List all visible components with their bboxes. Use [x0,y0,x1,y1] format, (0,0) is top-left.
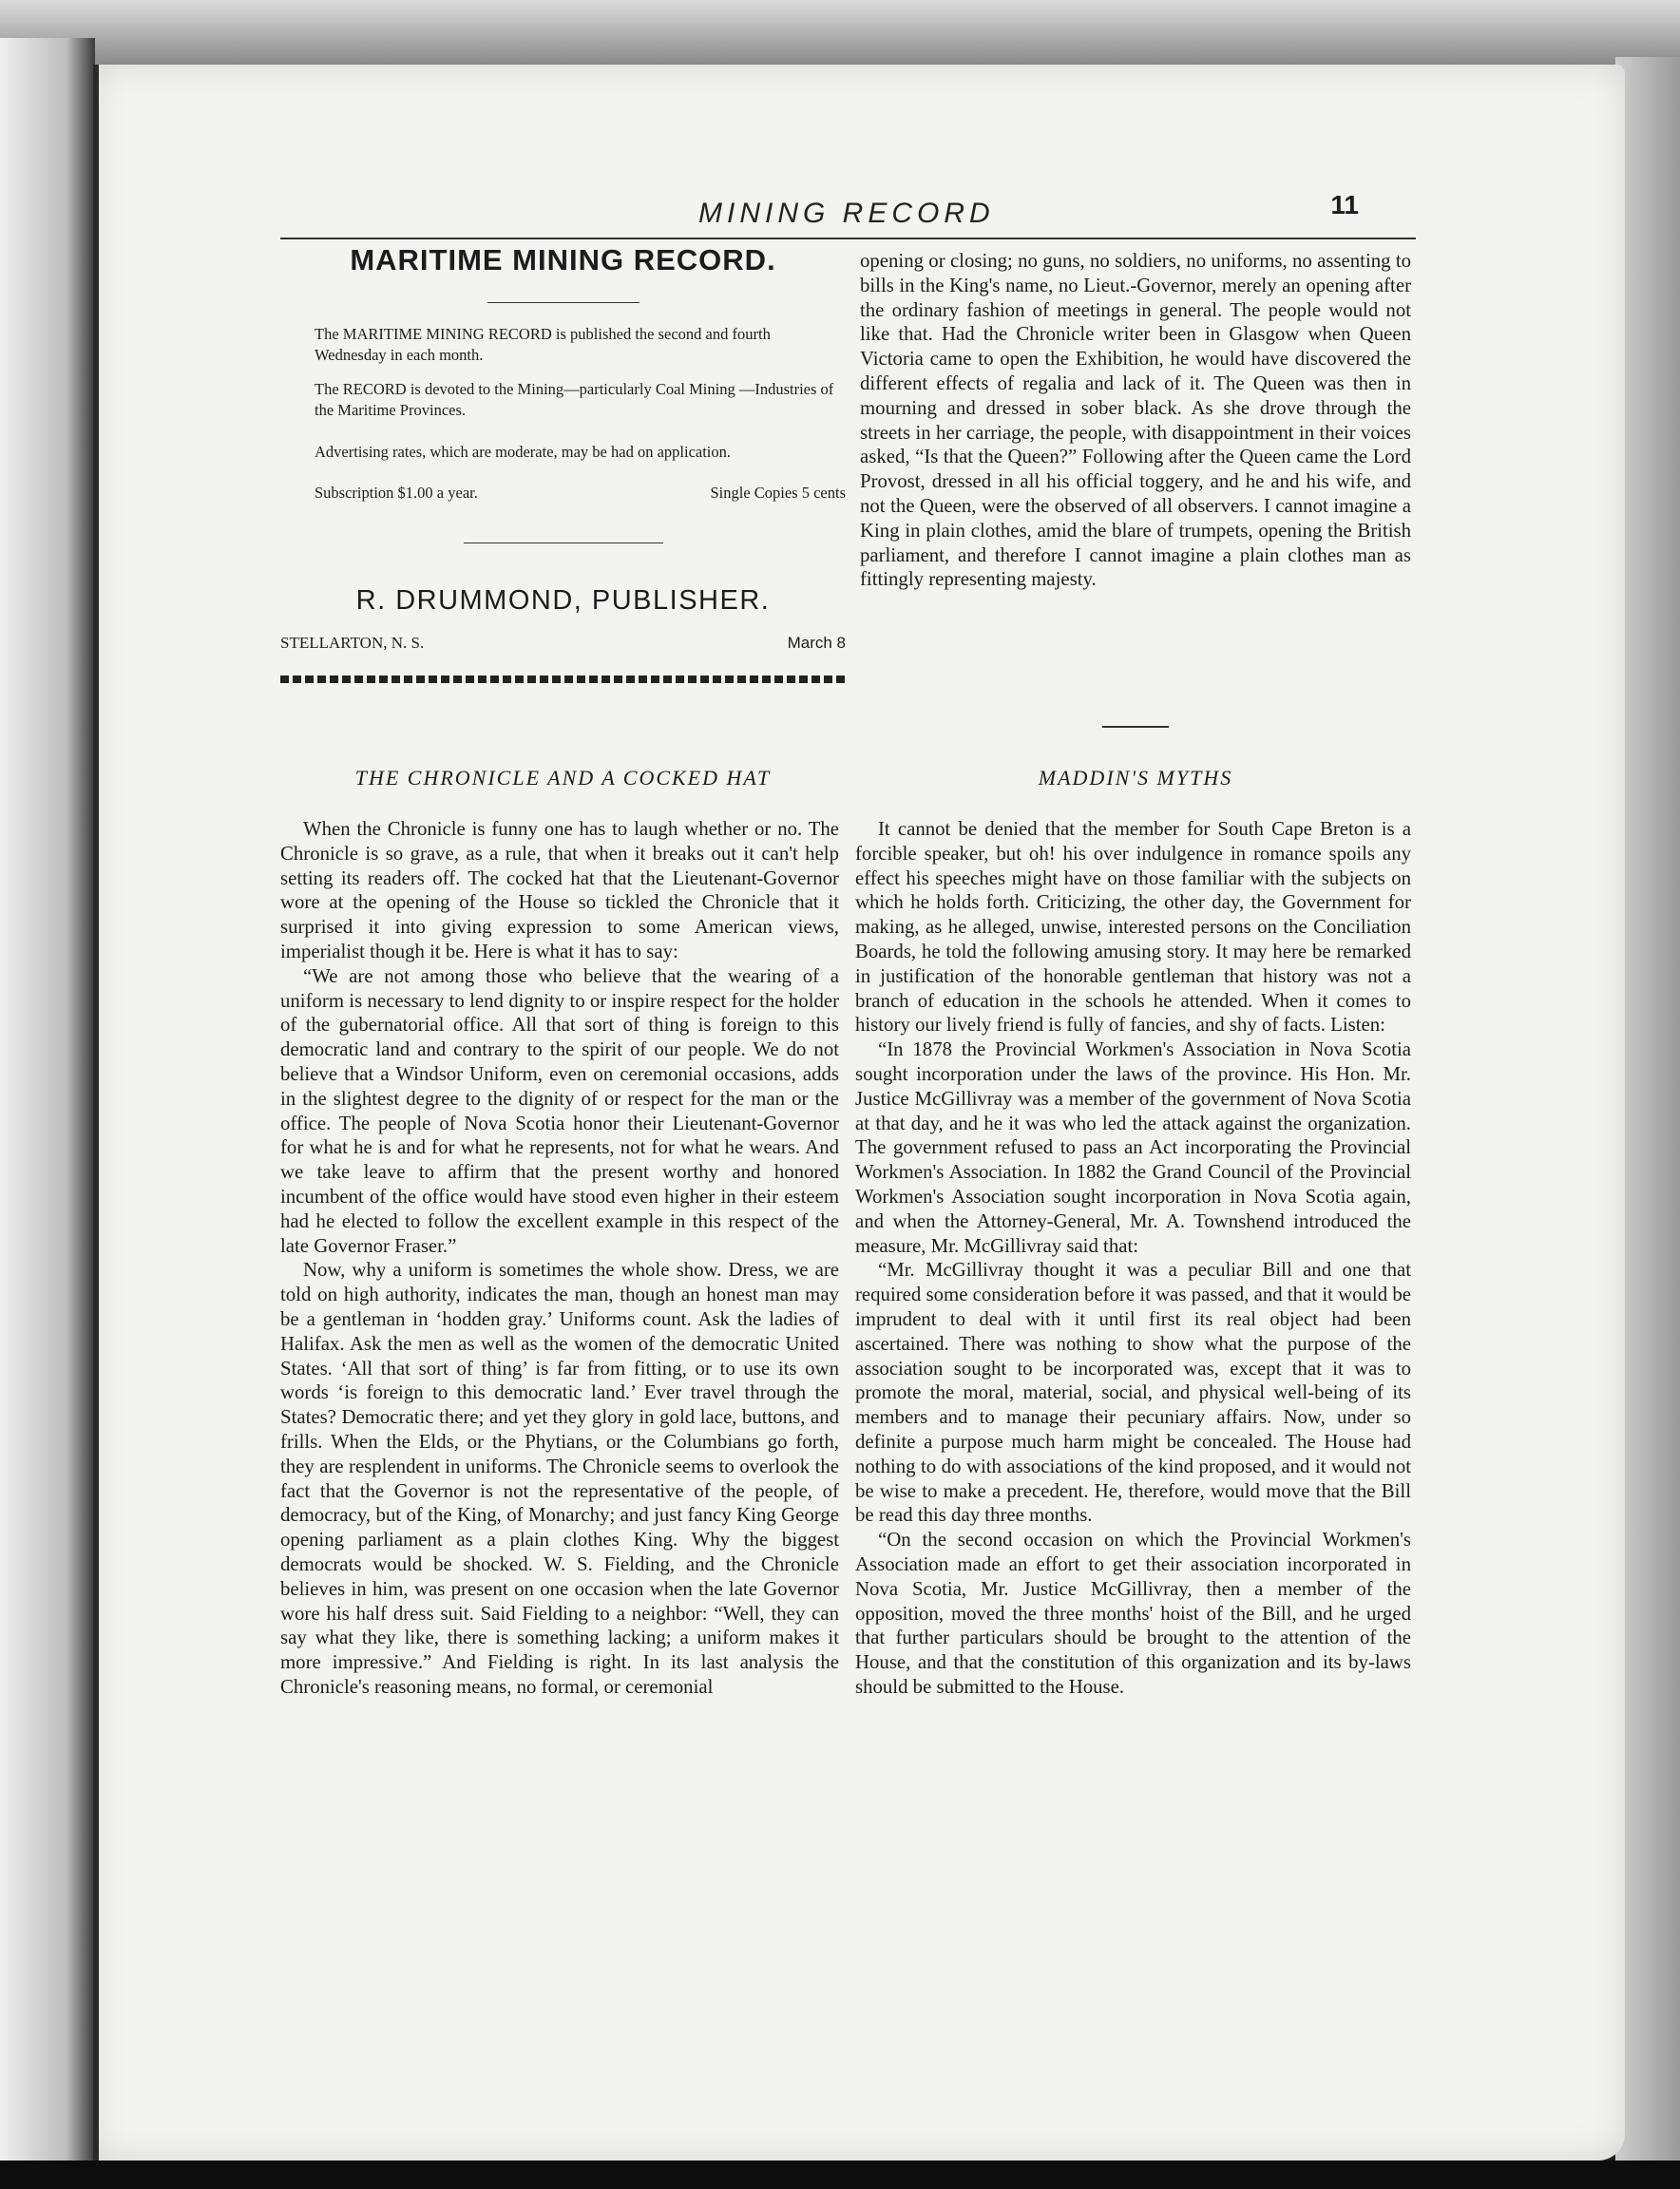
article-paragraph: Now, why a uniform is sometimes the whole show. Dress, we are told on high authority, indicates the man, though an honest man may be a gentleman in ‘hodden gray.’ Uniforms count. Ask the ladies of Halifax. Ask the men as well as the women of the democratic United States. ‘All that sort of thing’ is far from fitting, or to use its own words ‘is foreign to this democratic land.’ Ever travel through the States? Democratic there; and yet they glory in gold lace, buttons, and frills. When the Elds, or the Phytians, or the Columbians go forth, they are resplendent in uniforms. The Chronicle seems to overlook the fact that the Governor is not the representative of the people, of democracy, but of the King, of Monarchy; and just fancy King George opening parliament as a plain clothes King. Why the biggest democrats would be shocked. W. S. Fielding, and the Chronicle believes in him, was present on one occasion when the late Governor wore his half dress suit. Said Fielding to a neighbor: “Well, they can say what they like, there is something lacking; a uniform makes it more impressive.” And Fielding is right. In its last analysis the Chronicle's reasoning means, no formal, or ceremonial [280,1259,839,1698]
masthead [280,239,846,683]
masthead-rule [487,302,640,303]
left-article-body [280,817,839,1700]
scan-edge-top [0,0,1680,65]
continued-paragraph: opening or closing; no guns, no soldiers, no uniforms, no assenting to bills in the King's name, no Lieut.-Governor, merely an opening after the ordinary fashion of meetings in general. The people would not like that. Had the Chronicle writer been in Glasgow when Queen Victoria came to open the Exhibition, he would have discovered the different effects of regalia and lack of it. The Queen was then in mourning and dressed in sober black. As she drove through the streets in her carriage, the people, with disappointment in their voices asked, “Is that the Queen?” Following after the Queen came the Lord Provost, dressed in all his official toggery, and he and his wife, and not the Queen, were the observed of all observers. I cannot imagine a King in plain clothes, amid the blare of trumpets, opening the British parliament, and therefore I cannot imagine a plain clothes man as fittingly representing majesty. [860,250,1411,591]
running-header [280,190,1416,239]
page-number: 11 [1330,190,1359,219]
right-column-continued-text [860,249,1411,592]
ornamental-rule [280,676,846,683]
scan-edge-left [0,38,95,2189]
article-quote-paragraph: “On the second occasion on which the Provincial Workmen's Association made an effort to get their association incorporated in Nova Scotia, Mr. Justice McGillivray, then a member of the opposition, moved the three months' hoist of the Bill, and he urged that further particulars should be brought to the attention of the House, and that the constitution of this organization and its by-laws should be submitted to the House. [855,1529,1411,1698]
advertising-note: Advertising rates, which are moderate, may be had on application. [315,443,732,461]
page-binding [93,65,99,2160]
subscription-row [280,484,846,503]
publisher-line: R. DRUMMOND, PUBLISHER. [355,585,771,616]
publication-scope-note: The RECORD is devoted to the Mining—particularly Coal Mining —Industries of the Maritime Provinces. [315,380,834,419]
right-article-headline: MADDIN'S MYTHS [1038,766,1233,790]
single-copy-price: Single Copies 5 cents [710,484,846,502]
left-article-headline: THE CHRONICLE AND A COCKED HAT [354,766,772,790]
scan-edge-bottom [0,2160,1680,2189]
article-paragraph: It cannot be denied that the member for South Cape Breton is a forcible speaker, but oh! his over indulgence in romance spoils any effect his speeches might have on those familiar with the subjects on which he holds forth. Criticizing, the other day, the Government for making, as he alleged, unwise, interested persons on the Conciliation Boards, he told the following amusing story. It may here be remarked in justification of the honorable gentleman that history was not a branch of education in the schools he attended. When it comes to history our lively friend is fully of fancies, and shy of facts. Listen: [855,818,1411,1037]
publication-schedule-note: The MARITIME MINING RECORD is published the second and fourth Wednesday in each month. [315,325,771,364]
running-title: MINING RECORD [698,198,995,229]
dateline [280,634,846,653]
column-separator-rule [1102,726,1169,728]
subscription-price: Subscription $1.00 a year. [315,484,478,502]
right-article-body [855,817,1411,1700]
article-quote-paragraph: “Mr. McGillivray thought it was a peculiar Bill and one that required some consideration before it was passed, and that it would be imprudent to deal with it until first its real object had been ascertained. There was nothing to show what the purpose of the association sought to be incorporated was, except that it was to promote the moral, material, social, and physical well-being of its members and to manage their pecuniary affairs. Now, under so definite a purpose much harm might be concealed. The House had nothing to do with associations of the kind proposed, and it would not be wise to make a precedent. He, therefore, would move that the Bill be read this day three months. [855,1259,1411,1527]
article-quote-paragraph: “We are not among those who believe that the wearing of a uniform is necessary to lend dignity to or inspire respect for the holder of the gubernatorial office. All that sort of thing is foreign to this democratic land and contrary to the spirit of our people. We do not believe that a Windsor Uniform, even on ceremonial occasions, adds in the slightest degree to the dignity of or respect for the man or the office. The people of Nova Scotia honor their Lieutenant-Governor for what he is and for what he represents, not for what he wears. And we take leave to affirm that the present worthy and honored incumbent of the office would have stood even higher in their esteem had he elected to follow the excellent example in this respect of the late Governor Fraser.” [280,964,839,1257]
masthead-rule-lower [464,542,663,543]
issue-date: March 8 [787,634,846,652]
article-paragraph: When the Chronicle is funny one has to laugh whether or no. The Chronicle is so grave, as a rule, that when it breaks out it can't help setting its readers off. The cocked hat that the Lieutenant-Governor wore at the opening of the House so tickled the Chronicle that it surprised it into giving expression to some American views, imperialist though it be. Here is what it has to say: [280,818,839,962]
scan-edge-right [1615,57,1680,2189]
place-of-publication: STELLARTON, N. S. [280,634,425,652]
masthead-title: MARITIME MINING RECORD. [350,243,776,276]
article-quote-paragraph: “In 1878 the Provincial Workmen's Association in Nova Scotia sought incorporation under the laws of the province. His Hon. Mr. Justice McGillivray was a member of the government of Nova Scotia at that day, and he it was who led the attack against the organization. The government refused to pass an Act incorporating the Provincial Workmen's Association. In 1882 the Grand Council of the Provincial Workmen's Association sought incorporation in Nova Scotia again, and when the Attorney-General, Mr. A. Townshend introduced the measure, Mr. McGillivray said that: [855,1038,1411,1257]
